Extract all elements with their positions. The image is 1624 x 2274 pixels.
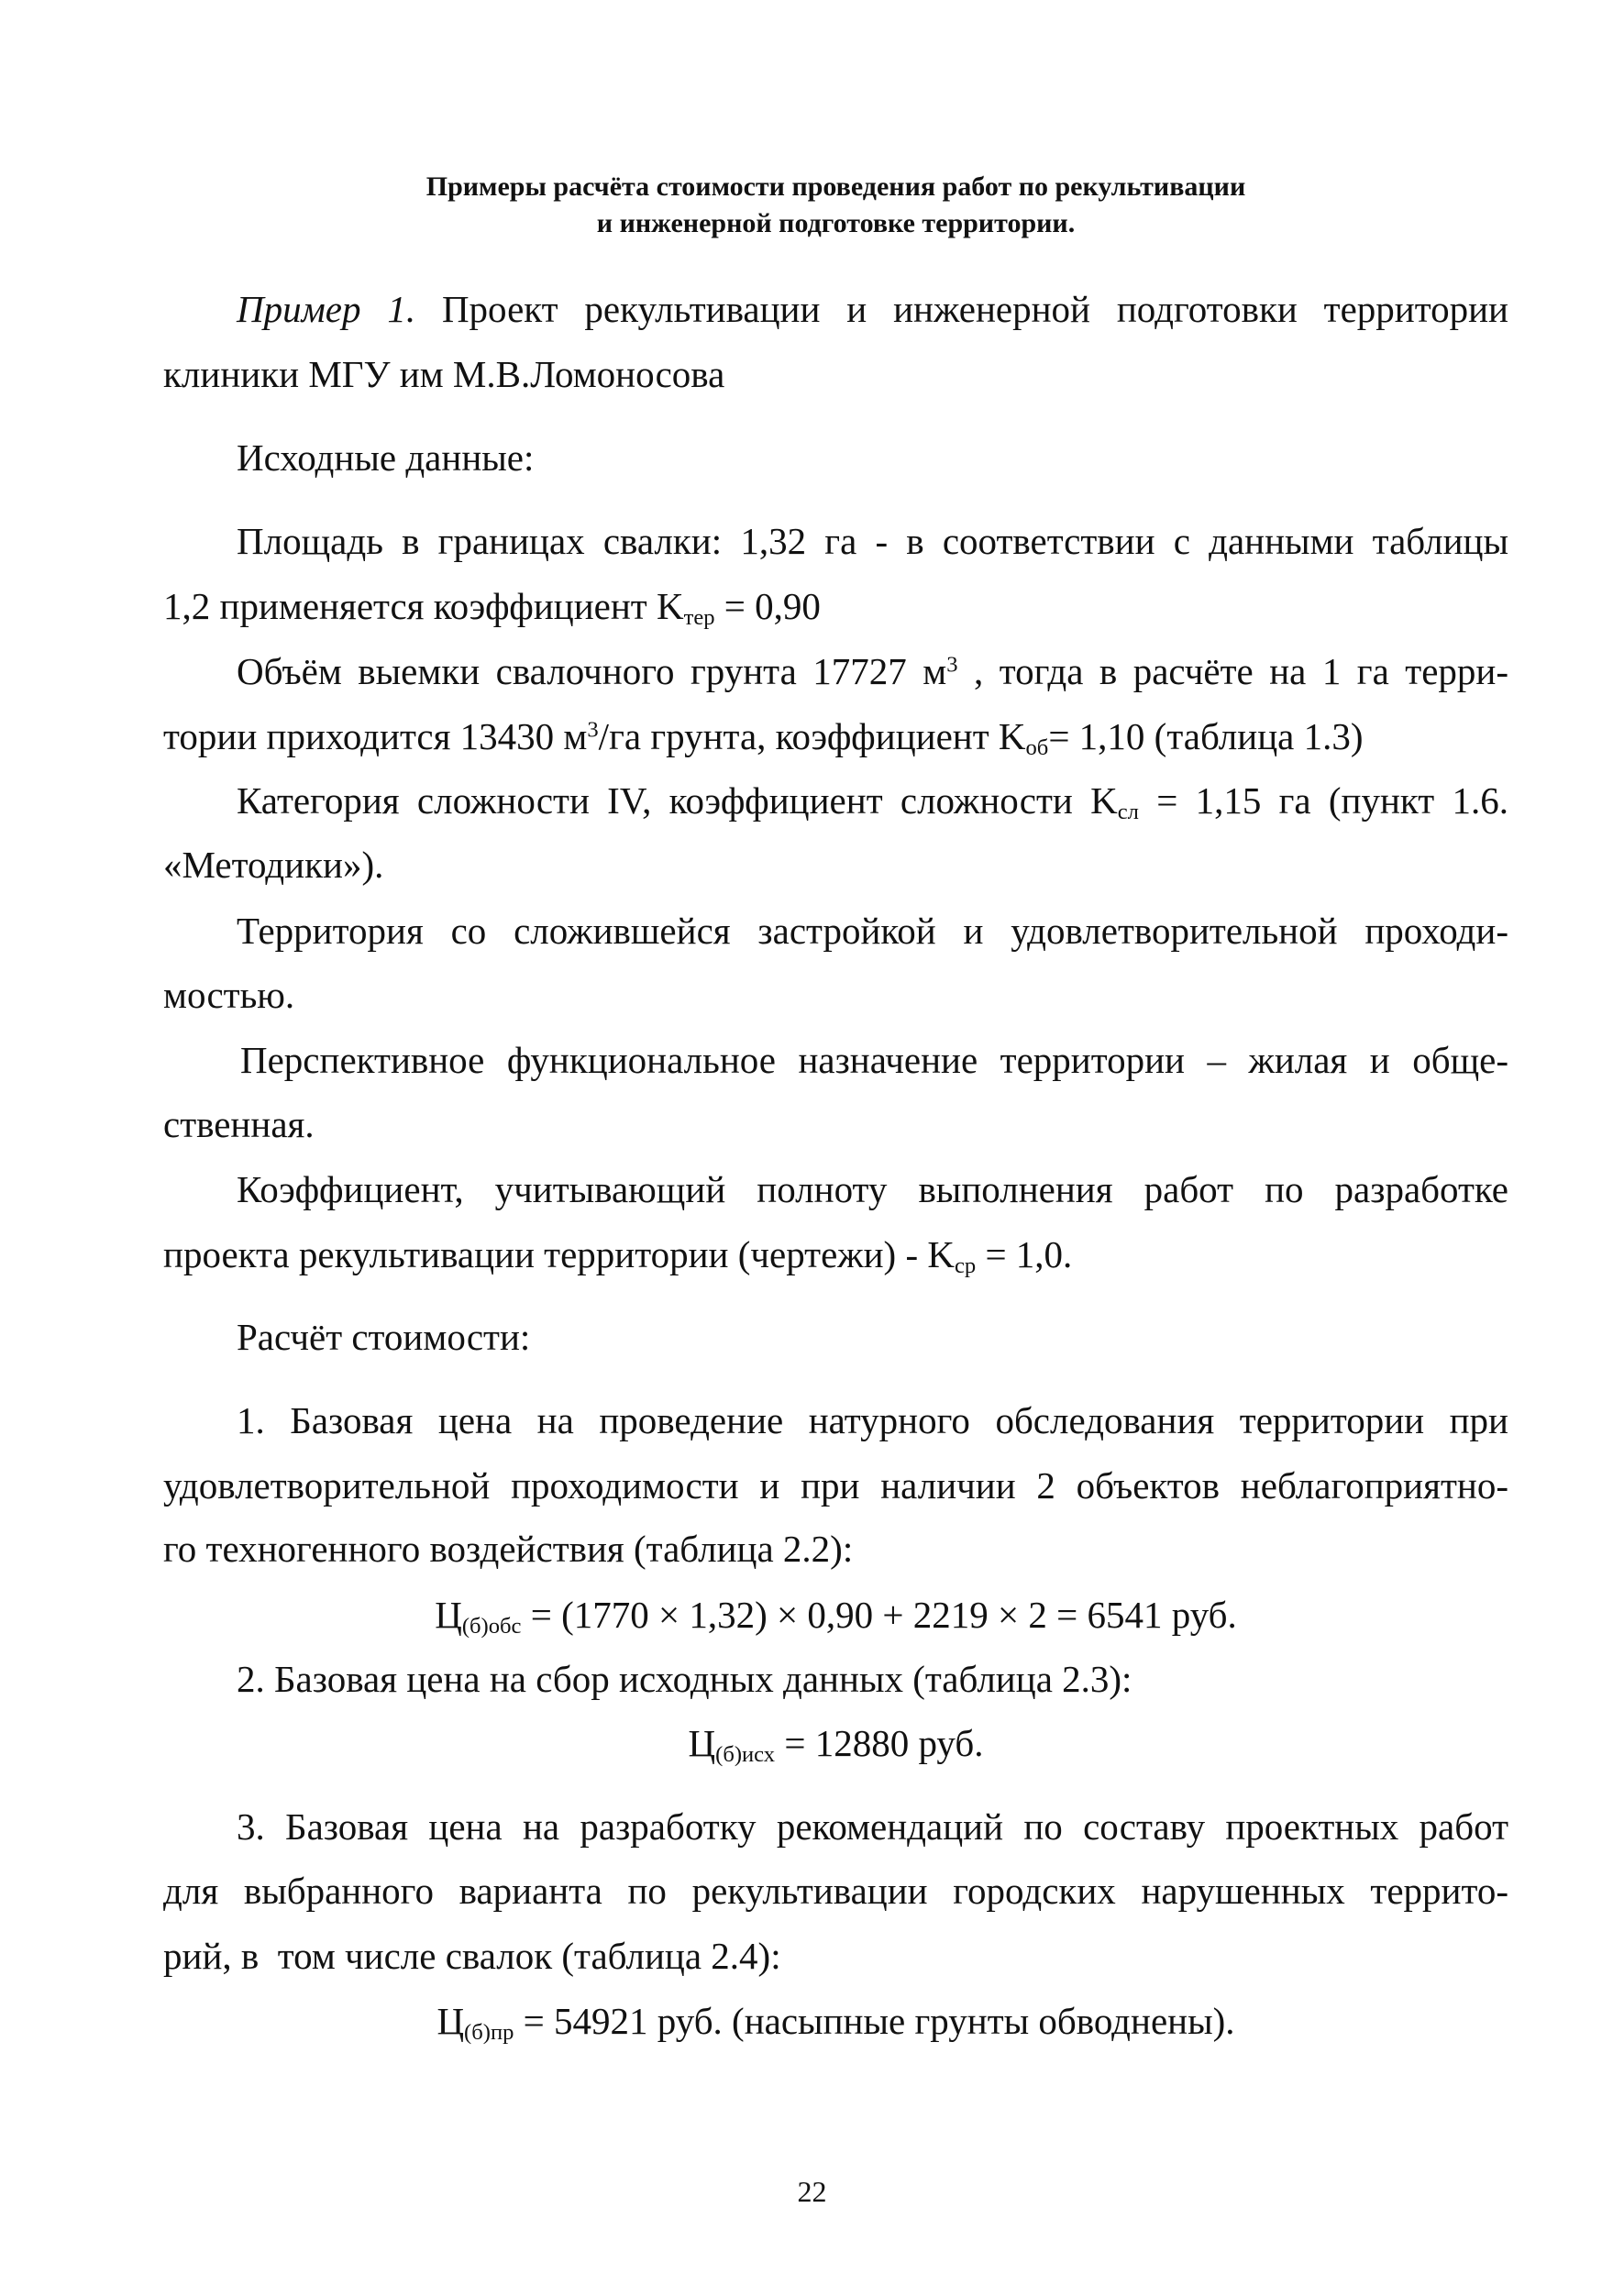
initial-data-heading: Исходные данные: (237, 436, 535, 479)
item-1-formula: $Ц_{(б)обс} = (1770 \times 1,32) \times 0,90 + 2219 \times 2 = 6541$ руб. (435, 1594, 1237, 1639)
page-title-line-2: и инженерной подготовке территории. (596, 208, 1076, 238)
item-3-line-2: для выбранного варианта по рекультивации городских нарушенных террито- (163, 1870, 1508, 1912)
area-line-2: 1,2 применяется коэффициент $K_{тер} = 0,90$ (163, 585, 821, 631)
item-2-formula: $Ц_{(б)исх} = 12880$ руб. (688, 1722, 984, 1768)
category-line-2: «Методики»). (163, 844, 384, 886)
purpose-line-2: ственная. (163, 1103, 315, 1145)
page-number: 22 (797, 2175, 827, 2208)
area-line-1: Площадь в границах свалки: 1,32 га - в соответствии с данными таблицы (237, 520, 1508, 562)
coefficient-line-2: проекта рекультивации территории (чертежи) - $K_{ср} = 1,0$. (163, 1233, 1073, 1279)
purpose-line-1: Перспективное функциональное назначение территории – жилая и обще- (240, 1039, 1508, 1081)
item-2-line-1: 2. Базовая цена на сбор исходных данных (таблица 2.3): (237, 1658, 1132, 1700)
example-label: Пример 1. (237, 288, 416, 330)
example-line-2: клиники МГУ им М.В.Ломоносова (163, 353, 725, 395)
page-title-line-1: Примеры расчёта стоимости проведения работ по рекультивации (425, 171, 1246, 202)
example-line-1 (237, 286, 1508, 332)
territory-line-1: Территория со сложившейся застройкой и удовлетворительной проходи- (237, 910, 1508, 952)
item-1-line-1: 1. Базовая цена на проведение натурного обследования территории при (237, 1399, 1508, 1441)
item-1-line-2: удовлетворительной проходимости и при наличии 2 объектов неблагоприятно- (163, 1464, 1508, 1507)
calculation-heading: Расчёт стоимости: (237, 1316, 531, 1358)
territory-line-2: мостью. (163, 974, 295, 1016)
item-3-formula: $Ц_{(б)пр} = 54921$ руб. (насыпные грунты обводнены). (436, 2000, 1235, 2046)
category-line-1: Категория сложности IV, коэффициент сложности $K_{сл} = 1,15$ га (пункт 1.6. (237, 779, 1508, 825)
volume-line-2: тории приходится 13430 $м^3/га$ грунта, коэффициент $K_{об}= 1,10$ (таблица 1.3) (163, 715, 1364, 761)
item-1-line-3: го техногенного воздействия (таблица 2.2): (163, 1528, 854, 1570)
example-text-1: Проект рекультивации и инженерной подготовки территории (441, 288, 1508, 330)
item-3-line-3: рий, в том числе свалок (таблица 2.4): (163, 1935, 781, 1977)
volume-line-1: Объём выемки свалочного грунта 17727 $м^3$ , тогда в расчёте на 1 га терри- (237, 650, 1508, 692)
item-3-line-1: 3. Базовая цена на разработку рекомендаций по составу проектных работ (237, 1805, 1508, 1848)
coefficient-line-1: Коэффициент, учитывающий полноту выполнения работ по разработке (237, 1168, 1508, 1210)
